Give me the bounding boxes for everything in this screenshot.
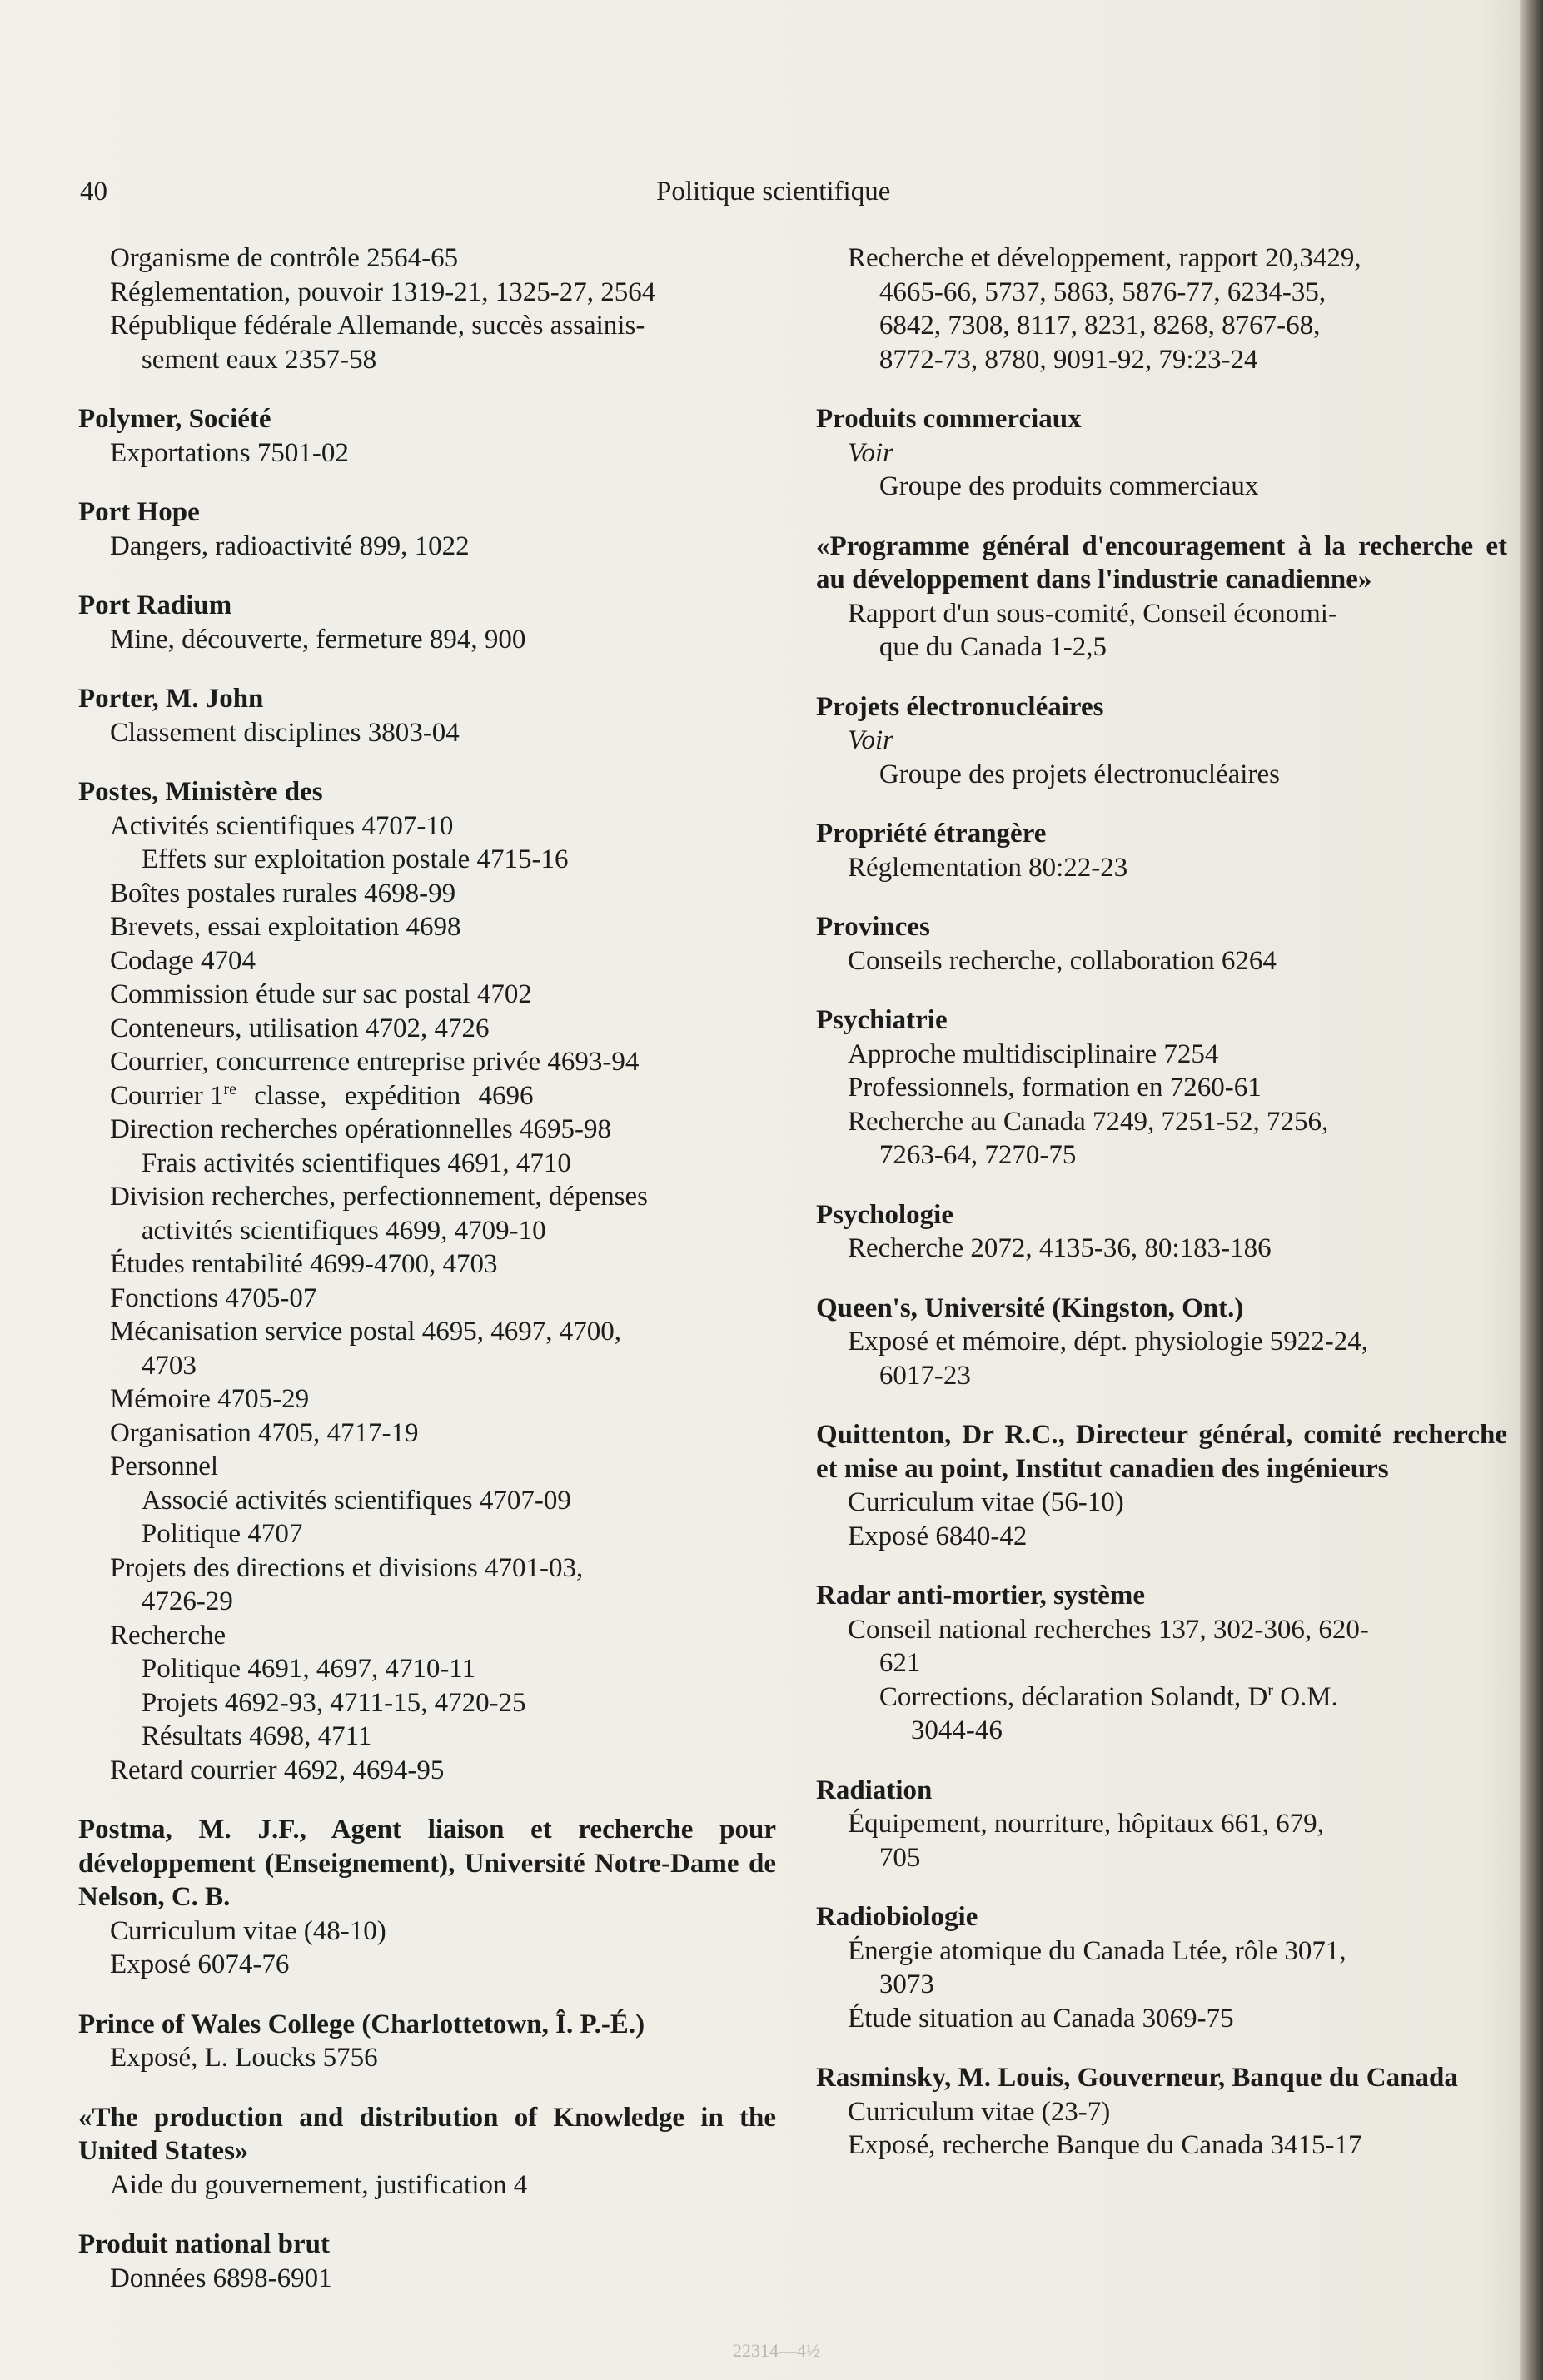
sub-entry: Rapport d'un sous-comité, Conseil économi- que du Canada 1-2,5 bbox=[847, 598, 1337, 662]
entry-title: Radiobiologie bbox=[816, 1902, 978, 1932]
sub-entry: Boîtes postales rurales 4698-99 bbox=[109, 878, 456, 909]
see-reference: Voir bbox=[847, 437, 893, 468]
sub-entry: Mémoire 4705-29 bbox=[109, 1384, 310, 1414]
sub-entry: Classement disciplines 3803-04 bbox=[109, 717, 460, 748]
index-entry-propriete-etrangere bbox=[816, 817, 1507, 884]
sub-entry: Courrier 1re classe, expédition 4696 bbox=[109, 1079, 534, 1111]
sub-entry: Énergie atomique du Canada Ltée, rôle 3071, 3073 bbox=[847, 1935, 1346, 1999]
index-entry-postma bbox=[78, 1813, 776, 1982]
sub-entry: Brevets, essai exploitation 4698 bbox=[109, 912, 461, 942]
sub-entry: République fédérale Allemande, succès assainis- sement eaux 2357-58 bbox=[109, 311, 645, 375]
index-entry-port-hope bbox=[78, 495, 776, 563]
entry-title: Psychologie bbox=[816, 1199, 953, 1230]
sub-entry: Politique 4707 bbox=[141, 1519, 303, 1549]
entry-title: Produit national brut bbox=[78, 2229, 330, 2259]
sub-entry: Division recherches, perfectionnement, dépenses activités scientifiques 4699, 4709-10 bbox=[109, 1182, 648, 1246]
page-number: 40 bbox=[80, 177, 107, 207]
sub-entry: Conteneurs, utilisation 4702, 4726 bbox=[109, 1013, 490, 1043]
index-column-right bbox=[816, 241, 1507, 2188]
entry-title: Port Radium bbox=[78, 590, 232, 620]
index-entry-provinces bbox=[816, 910, 1507, 978]
index-entry-polymer bbox=[78, 402, 776, 470]
index-entry-production-knowledge bbox=[78, 2101, 776, 2203]
index-entry-continued bbox=[78, 241, 776, 376]
page-edge-shadow bbox=[1520, 0, 1543, 2380]
sub-entry: Résultats 4698, 4711 bbox=[141, 1721, 372, 1751]
sub-entry: Recherche 2072, 4135-36, 80:183-186 bbox=[847, 1233, 1272, 1263]
sub-entry: Corrections, déclaration Solandt, $D^r$ O.M. 3044-46 bbox=[879, 1680, 1338, 1745]
entry-title: Produits commerciaux bbox=[816, 404, 1082, 434]
sub-entry: Politique 4691, 4697, 4710-11 bbox=[141, 1654, 476, 1684]
sub-entry: Commission étude sur sac postal 4702 bbox=[109, 979, 532, 1009]
entry-title: Quittenton, Dr R.C., Directeur général, comité recherche et mise au point, Institut canadien des ingénieurs bbox=[816, 1420, 1507, 1484]
entry-title: Postma, M. J.F., Agent liaison et recherche pour développement (Enseignement), Université Notre-Dame de Nelson, C. B. bbox=[78, 1815, 776, 1912]
sub-entry: Retard courrier 4692, 4694-95 bbox=[109, 1755, 445, 1785]
sub-entry: Organisme de contrôle 2564-65 bbox=[109, 243, 459, 273]
sub-entry: Exposé et mémoire, dépt. physiologie 5922-24, 6017-23 bbox=[847, 1327, 1369, 1391]
sub-entry: Approche multidisciplinaire 7254 bbox=[847, 1038, 1219, 1069]
entry-title: Radar anti-mortier, système bbox=[816, 1581, 1146, 1611]
sub-entry: Codage 4704 bbox=[109, 945, 256, 976]
sub-entry: Dangers, radioactivité 899, 1022 bbox=[109, 530, 470, 561]
entry-title: «Programme général d'encouragement à la recherche et au développement dans l'industrie canadienne» bbox=[816, 530, 1507, 595]
sub-entry: Conseil national recherches 137, 302-306, 620- 621 bbox=[847, 1614, 1369, 1678]
sub-entry: Curriculum vitae (48-10) bbox=[109, 1915, 386, 1946]
sub-entry: Associé activités scientifiques 4707-09 bbox=[141, 1485, 571, 1516]
sub-entry: Exposé, recherche Banque du Canada 3415-17 bbox=[847, 2130, 1362, 2160]
index-entry-quittenton bbox=[816, 1418, 1507, 1553]
index-entry-queens bbox=[816, 1292, 1507, 1393]
sub-entry: Frais activités scientifiques 4691, 4710 bbox=[141, 1148, 571, 1178]
sub-entry: Exposé 6840-42 bbox=[847, 1521, 1028, 1551]
index-entry-postes bbox=[78, 775, 776, 1787]
index-entry-psychiatrie bbox=[816, 1003, 1507, 1173]
sub-entry: Courrier, concurrence entreprise privée 4693-94 bbox=[109, 1047, 640, 1077]
sub-entry: Conseils recherche, collaboration 6264 bbox=[847, 945, 1277, 976]
index-entry-produit-national bbox=[78, 2228, 776, 2295]
entry-title: Propriété étrangère bbox=[816, 819, 1047, 849]
index-entry-produits-commerciaux bbox=[816, 402, 1507, 504]
sub-entry: Projets 4692-93, 4711-15, 4720-25 bbox=[141, 1687, 526, 1718]
entry-title: Prince of Wales College (Charlottetown, Î. P.-É.) bbox=[78, 2009, 645, 2039]
sub-entry: Fonctions 4705-07 bbox=[109, 1282, 317, 1313]
index-entry-rasminsky bbox=[816, 2061, 1507, 2163]
entry-title: Polymer, Société bbox=[78, 404, 271, 434]
entry-title: Rasminsky, M. Louis, Gouverneur, Banque du Canada bbox=[816, 2063, 1458, 2093]
sub-entry: Organisation 4705, 4717-19 bbox=[109, 1417, 419, 1448]
sub-entry: Personnel bbox=[109, 1451, 219, 1481]
sub-entry: Données 6898-6901 bbox=[109, 2263, 332, 2293]
sub-entry: Étude situation au Canada 3069-75 bbox=[847, 2003, 1234, 2034]
printer-mark: 22314—4½ bbox=[733, 2340, 820, 2361]
sub-entry: Aide du gouvernement, justification 4 bbox=[109, 2169, 528, 2200]
index-entry-radar bbox=[816, 1579, 1507, 1748]
entry-title: «The production and distribution of Knowledge in the United States» bbox=[78, 2102, 776, 2166]
index-entry-radiobiologie bbox=[816, 1900, 1507, 2035]
sub-entry: Réglementation 80:22-23 bbox=[847, 852, 1128, 883]
sub-entry: Groupe des projets électronucléaires bbox=[879, 759, 1280, 789]
sub-entry: Recherche bbox=[109, 1620, 226, 1651]
entry-title: Provinces bbox=[816, 912, 930, 942]
sub-entry: Curriculum vitae (56-10) bbox=[847, 1487, 1124, 1517]
sub-entry: Exposé 6074-76 bbox=[109, 1949, 290, 1979]
sub-entry: Activités scientifiques 4707-10 bbox=[109, 810, 454, 841]
entry-title: Port Hope bbox=[78, 497, 200, 527]
index-entry-projets-electronucleaires bbox=[816, 690, 1507, 792]
page-header bbox=[80, 177, 1496, 218]
sub-entry: Exportations 7501-02 bbox=[109, 437, 349, 468]
entry-title: Psychiatrie bbox=[816, 1005, 948, 1035]
entry-title: Radiation bbox=[816, 1775, 933, 1805]
sub-entry: Mécanisation service postal 4695, 4697, 4700, 4703 bbox=[109, 1317, 621, 1381]
running-title: Politique scientifique bbox=[656, 177, 891, 207]
entry-title: Postes, Ministère des bbox=[78, 777, 323, 807]
entry-title: Projets électronucléaires bbox=[816, 691, 1104, 722]
sub-entry: Projets des directions et divisions 4701-03, 4726-29 bbox=[109, 1552, 584, 1616]
sub-entry: Recherche au Canada 7249, 7251-52, 7256, 7263-64, 7270-75 bbox=[847, 1106, 1329, 1170]
index-entry-continued bbox=[816, 241, 1507, 376]
sub-entry: Curriculum vitae (23-7) bbox=[847, 2096, 1111, 2127]
sub-entry: Réglementation, pouvoir 1319-21, 1325-27, 2564 bbox=[109, 276, 656, 307]
sub-entry: Professionnels, formation en 7260-61 bbox=[847, 1073, 1262, 1103]
sub-entry: Direction recherches opérationnelles 4695-98 bbox=[109, 1114, 611, 1144]
index-entry-radiation bbox=[816, 1774, 1507, 1875]
sub-entry: Groupe des produits commerciaux bbox=[879, 471, 1259, 501]
index-entry-psychologie bbox=[816, 1198, 1507, 1266]
sub-entry: Mine, découverte, fermeture 894, 900 bbox=[109, 624, 526, 655]
see-reference: Voir bbox=[847, 725, 893, 755]
sub-entry: Exposé, L. Loucks 5756 bbox=[109, 2043, 378, 2073]
index-entry-port-radium bbox=[78, 589, 776, 656]
sub-entry: Effets sur exploitation postale 4715-16 bbox=[141, 844, 569, 874]
entry-title: Queen's, Université (Kingston, Ont.) bbox=[816, 1292, 1244, 1323]
sub-entry: Études rentabilité 4699-4700, 4703 bbox=[109, 1249, 498, 1279]
entry-title: Porter, M. John bbox=[78, 684, 264, 714]
sub-entry: Équipement, nourriture, hôpitaux 661, 679, 705 bbox=[847, 1809, 1324, 1873]
index-entry-prince-of-wales bbox=[78, 2008, 776, 2075]
sub-entry: Recherche et développement, rapport 20,3429, 4665-66, 5737, 5863, 5876-77, 6234-35, 6842, 7308, 8117, 8231, 8268, 8767-68, 8772-73, 8780, 9091-92, 79:23-24 bbox=[847, 243, 1361, 375]
index-column-left bbox=[78, 241, 776, 2321]
index-entry-porter bbox=[78, 682, 776, 749]
index-entry-programme-general bbox=[816, 530, 1507, 665]
